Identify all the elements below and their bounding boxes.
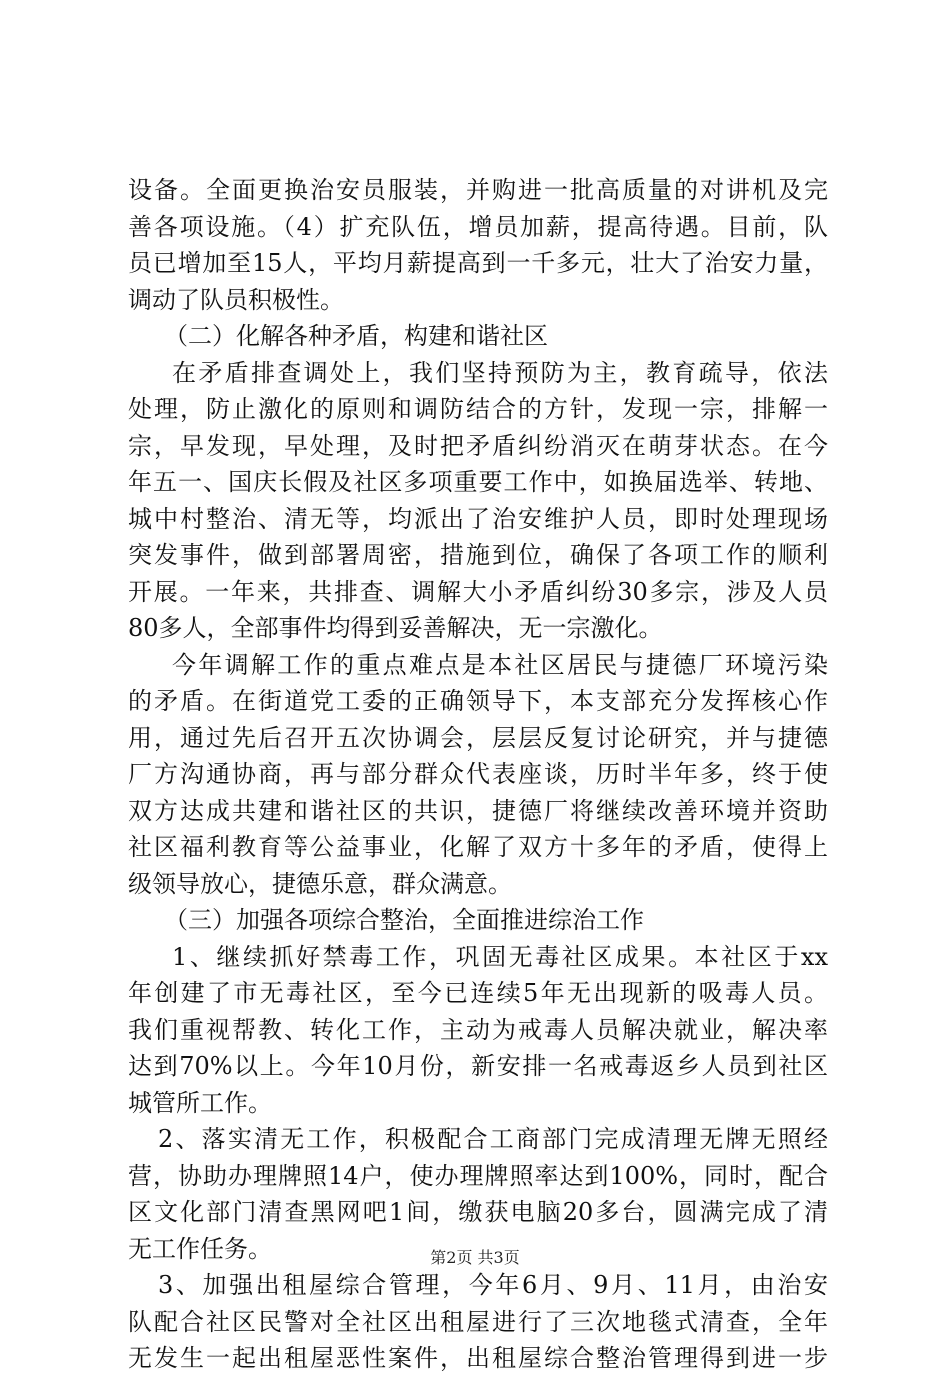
text-line: 社区福利教育等公益事业，化解了双方十多年的矛盾，使得上 (128, 833, 828, 861)
page-footer (0, 1245, 950, 1268)
text-line: 的矛盾。在街道党工委的正确领导下，本支部充分发挥核心作 (128, 687, 828, 715)
text-line: 突发事件，做到部署周密，措施到位，确保了各项工作的顺利 (128, 541, 828, 569)
text-line: 队配合社区民警对全社区出租屋进行了三次地毯式清查，全年 (128, 1307, 828, 1336)
text-line: 善各项设施。（4）扩充队伍，增员加薪，提高待遇。目前，队 (128, 212, 828, 241)
text-line: 无发生一起出租屋恶性案件，出租屋综合整治管理得到进一步 (128, 1344, 828, 1372)
text-line: 在矛盾排查调处上，我们坚持预防为主，教育疏导，依法 (172, 358, 828, 387)
text-line: 2、落实清无工作，积极配合工商部门完成清理无牌无照经 (158, 1125, 828, 1153)
text-line: 用，通过先后召开五次协调会，层层反复讨论研究，并与捷德 (128, 723, 828, 752)
text-line: 城管所工作。 (128, 1088, 272, 1117)
text-line: 达到70%以上。今年10月份，新安排一名戒毒返乡人员到社区 (128, 1052, 828, 1080)
text-line: 今年调解工作的重点难点是本社区居民与捷德厂环境污染 (172, 650, 828, 679)
text-line: 年创建了市无毒社区，至今已连续5年无出现新的吸毒人员。 (128, 979, 828, 1007)
text-line: 无工作任务。 (128, 1234, 272, 1263)
text-line: 区文化部门清查黑网吧1间，缴获电脑20多台，圆满完成了清 (128, 1198, 828, 1226)
text-line: 员已增加至15人，平均月薪提高到一千多元，壮大了治安力量， (128, 249, 828, 277)
text-line: 处理，防止激化的原则和调防结合的方针，发现一宗，排解一 (128, 395, 828, 423)
text-line: 设备。全面更换治安员服装，并购进一批高质量的对讲机及完 (128, 176, 828, 204)
text-line: 我们重视帮教、转化工作，主动为戒毒人员解决就业，解决率 (128, 1015, 828, 1044)
page-number: 第2页 共3页 (430, 1248, 520, 1267)
text-line: 80多人，全部事件均得到妥善解决，无一宗激化。 (128, 614, 663, 642)
text-line: 宗，早发现，早处理，及时把矛盾纠纷消灭在萌芽状态。在今 (128, 431, 828, 460)
text-line: 开展。一年来，共排查、调解大小矛盾纠纷30多宗，涉及人员 (128, 577, 828, 606)
text-line: 调动了队员积极性。 (128, 285, 344, 314)
section-heading: （三）加强各项综合整治，全面推进综治工作 (164, 906, 644, 934)
text-line: 级领导放心，捷德乐意，群众满意。 (128, 869, 512, 898)
text-line: 1、继续抓好禁毒工作，巩固无毒社区成果。本社区于xx (172, 942, 828, 971)
text-line: 双方达成共建和谐社区的共识，捷德厂将继续改善环境并资助 (128, 796, 828, 825)
text-line: 城中村整治、清无等，均派出了治安维护人员，即时处理现场 (128, 504, 828, 533)
text-line: 营，协助办理牌照14户，使办理牌照率达到100%，同时，配合 (128, 1161, 828, 1190)
text-line: 年五一、国庆长假及社区多项重要工作中，如换届选举、转地、 (128, 468, 828, 496)
text-line: 3、加强出租屋综合管理，今年6月、9月、11月，由治安 (158, 1271, 828, 1299)
text-line: 厂方沟通协商，再与部分群众代表座谈，历时半年多，终于使 (128, 760, 828, 788)
document-body (128, 172, 828, 1377)
section-heading: （二）化解各种矛盾，构建和谐社区 (164, 322, 548, 350)
